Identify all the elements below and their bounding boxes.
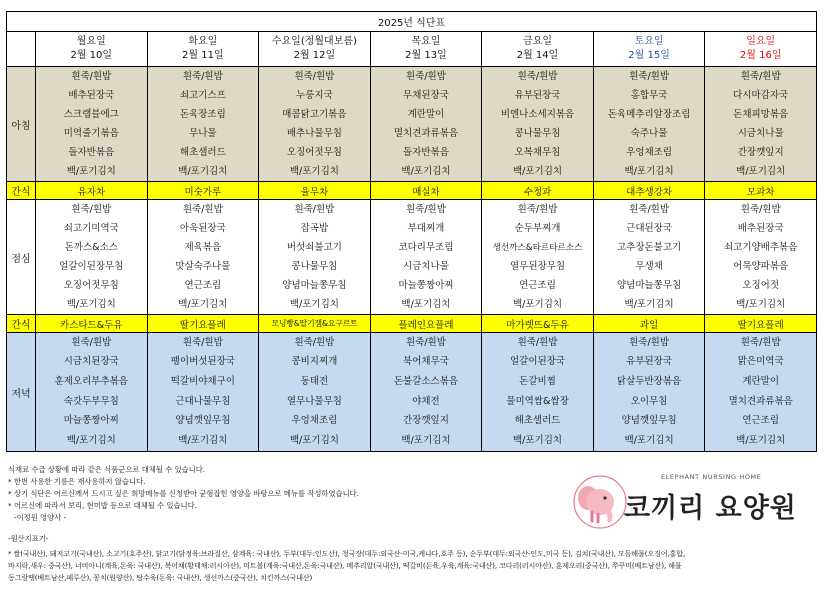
- day-name: 일요일: [746, 36, 776, 47]
- dish: 물미역쌈&쌈장: [506, 395, 569, 407]
- snack-item: 대추생강차: [593, 182, 705, 200]
- dinner-label: 저녁: [7, 333, 36, 452]
- dish: 백/포기김치: [512, 165, 563, 177]
- origin-line: 바지락,새우: 중국산), 너비아니(계육,돈육: 국내산), 북어채(황태채:러시아산), 미트볼(계육:국내산,돈육:국내산), 메추리알(국내산), 떡갈비(돈육,우육,계육:국내산), 코다리(러시아산), 훈제오리(중국산), 쭈꾸미(베트남산), 해물: [8, 561, 682, 570]
- lunch-row: [7, 200, 817, 315]
- day-date: 2월 16일: [739, 50, 782, 61]
- day-date: 2월 15일: [628, 50, 670, 61]
- breakfast-label: 아침: [7, 67, 36, 182]
- dish: 양념마늘쫑무침: [616, 279, 682, 291]
- day-date: 2월 13일: [405, 50, 447, 61]
- note-line: * 상기 식단은 어르신께서 드시고 싶은 희망메뉴를 신청받아 균형잡힌 영양을 바탕으로 메뉴를 작성하였습니다.: [8, 489, 359, 498]
- snack-item: 유자차: [36, 182, 148, 200]
- dish: 닭살두반장볶음: [616, 376, 682, 388]
- day-name: 목요일: [411, 36, 441, 47]
- meal-cell: [147, 200, 259, 315]
- snack-item: 수정과: [482, 182, 594, 200]
- dish: 근대나물무침: [175, 395, 231, 407]
- day-name: 토요일: [634, 36, 664, 47]
- day-header: [36, 32, 148, 67]
- meal-items: [371, 67, 482, 181]
- dish: 흰죽/흰밥: [629, 203, 670, 215]
- dish: 흰죽/흰밥: [71, 70, 112, 82]
- note-line: * 어르신에 따라서 보리, 현미밥 등으로 대체될 수 있습니다.: [8, 501, 197, 510]
- dish: 돈채피망볶음: [733, 108, 789, 120]
- dish: 흰죽/흰밥: [740, 336, 781, 348]
- dish: 어묵양파볶음: [733, 260, 789, 272]
- meal-cell: [370, 67, 482, 182]
- meal-cell: [36, 200, 148, 315]
- meal-cell: [482, 333, 594, 452]
- dish: 백/포기김치: [178, 435, 228, 447]
- dish: 누룽지국: [296, 89, 333, 101]
- dish: 제육볶음: [184, 241, 222, 253]
- snack2-row: [7, 315, 817, 333]
- dish: 돌자반볶음: [68, 146, 115, 158]
- dish: 콩나물무침: [291, 260, 338, 272]
- meal-items: [259, 333, 370, 451]
- meal-cell: [147, 333, 259, 452]
- dish: 백/포기김치: [512, 435, 563, 447]
- snack1-label: 간식: [7, 182, 36, 200]
- dish: 오징어젓무침: [63, 279, 119, 291]
- dish: 흰죽/흰밥: [71, 336, 112, 348]
- dish: 흰죽/흰밥: [182, 336, 223, 348]
- dish: 시금치된장국: [63, 356, 119, 368]
- dish: 백/포기김치: [66, 298, 116, 310]
- dish: 흰죽/흰밥: [406, 336, 446, 348]
- dish: 간장깻잎지: [737, 146, 784, 158]
- dish: 흰죽/흰밥: [294, 336, 335, 348]
- dish: 돈까스&소스: [64, 241, 118, 253]
- snack-item: 매실차: [370, 182, 482, 200]
- snack-item: 딸기요플레: [705, 315, 817, 333]
- dish: 생선까스&타르타르소스: [492, 242, 583, 253]
- dish: 열무나물무침: [286, 395, 342, 407]
- meal-cell: [705, 67, 817, 182]
- dish: 백/포기김치: [401, 435, 451, 447]
- meal-cell: [705, 333, 817, 452]
- meal-cell: [259, 200, 371, 315]
- dish: 오징어젓무침: [286, 146, 342, 158]
- dish: 무나물: [189, 127, 217, 139]
- dish: 백/포기김치: [624, 165, 674, 177]
- meal-items: [594, 67, 705, 181]
- dish: 숙주나물: [630, 127, 668, 139]
- logo-subtitle: ELEPHANT NURSING HOME: [661, 473, 762, 481]
- dish: 흰죽/흰밥: [629, 70, 670, 82]
- dish: 흰죽/흰밥: [71, 203, 112, 215]
- dish: 동태전: [300, 376, 329, 388]
- dish: 백/포기김치: [401, 165, 451, 177]
- meal-cell: [482, 67, 594, 182]
- dish: 맛살숙주나물: [175, 260, 231, 272]
- meal-cell: [147, 67, 259, 182]
- meal-cell: [370, 200, 482, 315]
- dish: 쇠고기양배추볶음: [723, 241, 798, 253]
- day-date: 2월 11일: [182, 50, 224, 61]
- day-date: 2월 14일: [516, 50, 559, 61]
- menu-table: [6, 11, 817, 452]
- lunch-label: 점심: [7, 200, 36, 315]
- dish: 마늘쫑짱아찌: [63, 415, 119, 427]
- dish: 백/포기김치: [178, 165, 228, 177]
- dish: 돈육장조림: [179, 108, 226, 120]
- dish: 순두부찌개: [514, 222, 561, 234]
- day-date: 2월 10일: [70, 50, 113, 61]
- dish: 미역줄기볶음: [63, 127, 119, 139]
- dish: 연근조림: [742, 415, 780, 427]
- snack1-row: [7, 182, 817, 200]
- origin-text: [8, 548, 816, 584]
- dish: 쇠고기미역국: [63, 222, 119, 234]
- meal-items: [371, 200, 482, 314]
- meal-items: [482, 67, 593, 181]
- dish: 흰죽/흰밥: [517, 70, 558, 82]
- meal-items: [148, 200, 259, 314]
- day-date: 2월 12일: [293, 50, 336, 61]
- dish: 백/포기김치: [736, 435, 786, 447]
- meal-items: [482, 200, 593, 314]
- meal-items: [259, 200, 370, 314]
- dish: 백/포기김치: [66, 165, 116, 177]
- day-header: [259, 32, 371, 67]
- dish: 계란말이: [407, 108, 445, 120]
- dish: 흰죽/흰밥: [294, 203, 335, 215]
- day-header: [370, 32, 482, 67]
- day-header: [482, 32, 594, 67]
- dish: 우엉채조림: [626, 146, 673, 158]
- snack-item: 플레인요플레: [370, 315, 482, 333]
- day-header: [147, 32, 259, 67]
- dish: 야채전: [412, 395, 440, 407]
- snack-item: 카스타드&두유: [36, 315, 148, 333]
- dish: 버섯쇠불고기: [286, 241, 342, 253]
- dish: 흰죽/흰밥: [629, 336, 670, 348]
- snack-item: 미숫가루: [147, 182, 259, 200]
- dish: 비엔나소세지볶음: [500, 108, 575, 120]
- dish: 해초샐러드: [514, 415, 561, 427]
- meal-cell: [705, 200, 817, 315]
- meal-items: [36, 67, 147, 181]
- origin-line: * 쌀(국내산), 돼지고기(국내산), 소고기(호주산), 닭고기(닭정육:브라질산, 삼계육: 국내산), 두부(대두:인도산), 청국장(대두:외국산-미국,캐나다,호주 등), 순두부(대두:외국산-인도,미국 등), 김치(국내산), 모듬해물(오징어,홍합,: [8, 549, 686, 558]
- meal-items: [148, 333, 259, 451]
- dish: 북어채무국: [403, 356, 449, 368]
- meal-cell: [259, 67, 371, 182]
- dish: 오징어젓: [742, 279, 780, 291]
- dish: 무채된장국: [403, 89, 449, 101]
- dish: 양념마늘쫑무침: [282, 279, 347, 291]
- meal-cell: [593, 333, 705, 452]
- dish: 쇠고기스프: [179, 89, 226, 101]
- dish: 돌자반볶음: [403, 146, 449, 158]
- dish: 백/포기김치: [401, 298, 451, 310]
- snack-item: 모닝빵&딸기잼&요구르트: [259, 315, 371, 333]
- dish: 마늘쫑짱아찌: [398, 279, 454, 291]
- dish: 백/포기김치: [736, 298, 786, 310]
- dish: 흰죽/흰밥: [406, 203, 446, 215]
- meal-items: [594, 200, 705, 314]
- dish: 백/포기김치: [66, 435, 116, 447]
- meal-items: [36, 200, 147, 314]
- dish: 연근조림: [184, 279, 222, 291]
- meal-items: [705, 67, 816, 181]
- meal-items: [705, 333, 816, 451]
- note-line: * 한번 사용한 기름은 재사용하지 않습니다.: [8, 477, 146, 486]
- dish: 배추된장국: [737, 222, 784, 234]
- dish: 백/포기김치: [624, 435, 674, 447]
- dish: 우엉채조림: [291, 415, 338, 427]
- dish: 흰죽/흰밥: [517, 336, 558, 348]
- dish: 잡곡밥: [300, 222, 329, 234]
- dish: 멸치견과류볶음: [728, 395, 793, 407]
- meal-cell: [259, 333, 371, 452]
- dish: 오이무침: [630, 395, 668, 407]
- dish: 계란말이: [742, 376, 780, 388]
- snack-item: 마가렛뜨&두유: [482, 315, 594, 333]
- dish: 홍합무국: [630, 89, 668, 101]
- dish: 무생채: [635, 260, 663, 272]
- dish: 백/포기김치: [289, 435, 339, 447]
- meal-items: [482, 333, 593, 451]
- dinner-row: [7, 333, 817, 452]
- snack-item: 딸기요플레: [147, 315, 259, 333]
- dish: 얼갈이된장국: [510, 356, 566, 368]
- dish: 흰죽/흰밥: [517, 203, 558, 215]
- snack-item: 과일: [593, 315, 705, 333]
- dish: 흰죽/흰밥: [740, 203, 781, 215]
- dish: 시금치나물: [737, 127, 784, 139]
- dish: 팽이버섯된장국: [170, 356, 235, 368]
- snack-item: 율무차: [259, 182, 371, 200]
- dish: 얼갈이된장무침: [59, 260, 124, 272]
- dish: 오복채무침: [514, 146, 561, 158]
- dish: 백/포기김치: [512, 298, 563, 310]
- note-signature: -이정원 영양사 -: [14, 513, 67, 522]
- dish: 해초샐러드: [179, 146, 226, 158]
- dish: 돈불갈소스볶음: [393, 376, 459, 388]
- day-name: 화요일: [188, 36, 218, 47]
- dish: 아욱된장국: [179, 222, 226, 234]
- meal-items: [259, 67, 370, 181]
- dish: 간장깻잎지: [403, 415, 449, 427]
- dish: 연근조림: [519, 279, 556, 291]
- dish: 떡갈비야채구이: [170, 376, 235, 388]
- meal-items: [148, 67, 259, 181]
- dish: 백/포기김치: [289, 298, 339, 310]
- meal-cell: [370, 333, 482, 452]
- dish: 근대된장국: [626, 222, 673, 234]
- dish: 유부된장국: [626, 356, 673, 368]
- meal-cell: [593, 67, 705, 182]
- meal-items: [371, 333, 482, 451]
- dish: 백/포기김치: [624, 298, 674, 310]
- meal-items: [36, 333, 147, 451]
- meal-cell: [36, 333, 148, 452]
- origin-line: 동그랑땡(베트남산,페루산), 꽁치(원양산), 탕수육(돈육: 국내산), 생선까스(중국산), 치킨까스(국내산): [8, 573, 313, 582]
- dish: 다시마감자국: [733, 89, 789, 101]
- dish: 돈육메추리알장조림: [607, 108, 691, 120]
- dish: 시금치나물: [403, 260, 449, 272]
- dish: 콩나물무침: [514, 127, 561, 139]
- nursing-home-logo: [570, 468, 797, 534]
- snack2-label: 간식: [7, 315, 36, 333]
- dish: 멸치견과류볶음: [393, 127, 459, 139]
- meal-items: [594, 333, 705, 451]
- dish: 코다리무조림: [398, 241, 454, 253]
- dish: 배추나물무침: [286, 127, 342, 139]
- dish: 맑은미역국: [737, 356, 784, 368]
- dish: 훈제오리부추볶음: [54, 376, 128, 388]
- corner-cell: [7, 32, 36, 67]
- dish: 양념깻잎무침: [621, 415, 677, 427]
- dish: 백/포기김치: [178, 298, 228, 310]
- meal-items: [705, 200, 816, 314]
- dish: 부대찌개: [407, 222, 445, 234]
- dish: 콩비지찌개: [291, 356, 338, 368]
- origin-title: -원산지표기-: [8, 534, 49, 543]
- dish: 유부된장국: [514, 89, 561, 101]
- dish: 흰죽/흰밥: [294, 70, 335, 82]
- dish: 백/포기김치: [289, 165, 339, 177]
- meal-cell: [482, 200, 594, 315]
- meal-cell: [36, 67, 148, 182]
- breakfast-row: [7, 67, 817, 182]
- dish: 스크램블에그: [63, 108, 119, 120]
- elephant-icon: [570, 474, 630, 532]
- dish: 열무된장무침: [510, 260, 566, 272]
- day-header: [593, 32, 705, 67]
- day-name: 월요일: [76, 36, 106, 47]
- menu-title: 2025년 식단표: [7, 12, 817, 32]
- dish: 백/포기김치: [736, 165, 786, 177]
- dish: 숙갓두부무침: [63, 395, 119, 407]
- dish: 흰죽/흰밥: [182, 70, 223, 82]
- dish: 배추된장국: [68, 89, 115, 101]
- day-name: 수요일(정월대보름): [271, 36, 357, 47]
- dish: 양념깻잎무침: [175, 415, 231, 427]
- dish: 돈갈비찜: [519, 376, 556, 388]
- snack-item: 모과차: [705, 182, 817, 200]
- dish: 흰죽/흰밥: [740, 70, 781, 82]
- logo-name: 코끼리 요양원: [624, 493, 797, 524]
- notes: [8, 464, 359, 524]
- dish: 흰죽/흰밥: [406, 70, 446, 82]
- note-line: 식재료 수급 상황에 따라 같은 식품군으로 대체될 수 있습니다.: [8, 465, 206, 474]
- day-name: 금요일: [523, 36, 553, 47]
- dish: 고추장돈불고기: [616, 241, 682, 253]
- meal-cell: [593, 200, 705, 315]
- dish: 매콤닭고기볶음: [282, 108, 347, 120]
- day-header: [705, 32, 817, 67]
- dish: 흰죽/흰밥: [182, 203, 223, 215]
